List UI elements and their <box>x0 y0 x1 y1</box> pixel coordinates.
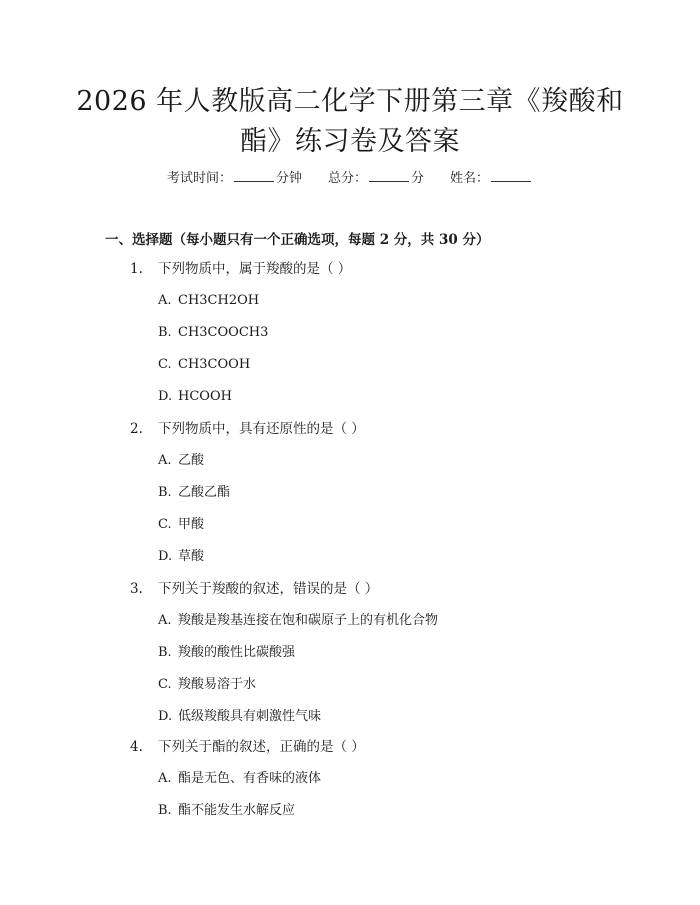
option-letter: D. <box>158 709 173 724</box>
question-2 <box>130 418 365 440</box>
option-text: 低级羧酸具有刺激性气味 <box>178 709 322 724</box>
question-4 <box>130 736 365 758</box>
option-text: HCOOH <box>178 389 232 404</box>
question-3-option-c <box>158 674 256 696</box>
option-text: 乙酸 <box>178 453 205 468</box>
question-1-option-c <box>158 354 250 376</box>
option-text: 草酸 <box>178 549 205 564</box>
question-4-option-a <box>158 768 321 790</box>
question-4-option-b <box>158 800 295 822</box>
option-text: 羧酸的酸性比碳酸强 <box>178 645 296 660</box>
question-1-option-b <box>158 322 268 344</box>
exam-time-unit: 分钟 <box>275 171 302 186</box>
question-1-option-a <box>158 290 259 312</box>
question-3-option-a <box>158 610 438 632</box>
question-3-option-b <box>158 642 295 664</box>
option-letter: C. <box>158 677 172 692</box>
option-letter: A. <box>158 453 172 468</box>
question-2-option-a <box>158 450 204 472</box>
question-text: 下列物质中，属于羧酸的是（ ） <box>158 261 352 277</box>
option-text: CH3COOCH3 <box>178 325 269 340</box>
question-text: 下列物质中，具有还原性的是（ ） <box>158 421 365 437</box>
total-score-unit: 分 <box>411 171 425 186</box>
question-2-option-b <box>158 482 230 504</box>
total-score-label: 总分： <box>327 171 367 186</box>
question-number: 4. <box>130 739 143 755</box>
option-letter: C. <box>158 357 172 372</box>
option-letter: D. <box>158 549 173 564</box>
option-text: 羧酸易溶于水 <box>178 677 257 692</box>
option-text: 酯不能发生水解反应 <box>178 803 296 818</box>
question-text: 下列关于羧酸的叙述，错误的是（ ） <box>158 581 379 597</box>
student-name-blank <box>491 167 531 182</box>
question-3 <box>130 578 378 600</box>
option-letter: D. <box>158 389 173 404</box>
option-text: CH3CH2OH <box>178 293 260 308</box>
question-number: 3. <box>130 581 143 597</box>
option-letter: B. <box>158 325 172 340</box>
question-number: 2. <box>130 421 143 437</box>
option-letter: B. <box>158 485 172 500</box>
option-letter: B. <box>158 803 172 818</box>
option-text: 乙酸乙酯 <box>178 485 231 500</box>
question-text: 下列关于酯的叙述，正确的是（ ） <box>158 739 365 755</box>
question-1-option-d <box>158 386 232 408</box>
document-title-line-1: 2026 年人教版高二化学下册第三章《羧酸和 <box>76 86 624 117</box>
option-letter: C. <box>158 517 172 532</box>
option-text: 酯是无色、有香味的液体 <box>178 771 322 786</box>
option-text: 羧酸是羧基连接在饱和碳原子上的有机化合物 <box>178 613 439 628</box>
question-1 <box>130 258 351 280</box>
exam-time-label: 考试时间： <box>166 171 232 186</box>
document-title-line-2: 酯》练习卷及答案 <box>240 126 460 157</box>
option-letter: B. <box>158 645 172 660</box>
question-2-option-c <box>158 514 204 536</box>
option-text: CH3COOH <box>178 357 251 372</box>
option-letter: A. <box>158 293 172 308</box>
option-letter: A. <box>158 613 172 628</box>
option-letter: A. <box>158 771 172 786</box>
total-score-blank <box>369 167 409 182</box>
question-3-option-d <box>158 706 321 728</box>
question-number: 1. <box>130 261 143 277</box>
exam-time-blank <box>234 167 274 182</box>
question-2-option-d <box>158 546 204 568</box>
student-name-label: 姓名： <box>450 171 490 186</box>
section-title-multiple-choice: 一、选择题（每小题只有一个正确选项，每题 2 分，共 30 分） <box>105 232 490 248</box>
option-text: 甲酸 <box>178 517 205 532</box>
exam-info-line <box>0 167 700 190</box>
